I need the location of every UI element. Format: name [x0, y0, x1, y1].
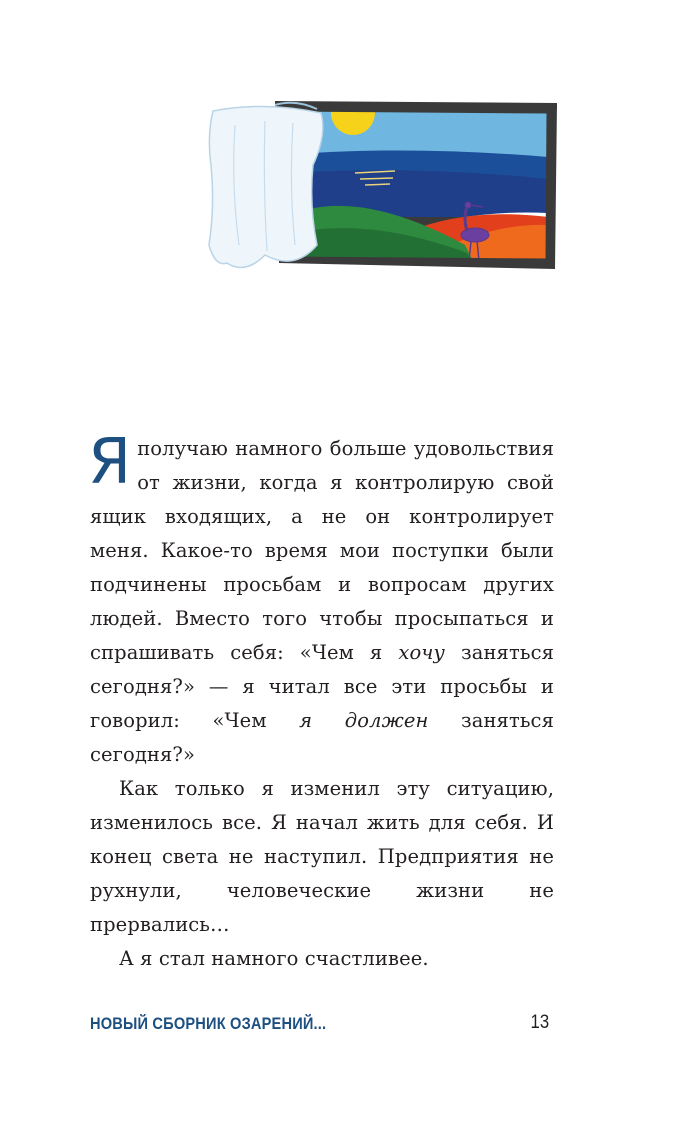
emphasis-must: я должен — [299, 709, 429, 732]
paragraph-1-part-c: заняться сегодня?» — [90, 709, 554, 766]
paragraph-1-part-a: получаю намного больше удовольствия от жизни, когда я контролирую свой ящик входящих, а не он контролирует меня. Какое-то время мои поступки были подчинены просьбам и вопросам других людей. Вместо того чтобы просыпаться и спрашивать себя: «Чем я — [90, 437, 554, 664]
running-footer-title: НОВЫЙ СБОРНИК ОЗАРЕНИЙ... — [90, 1014, 327, 1033]
paragraph-1 — [88, 425, 554, 772]
paragraph-3: А я стал намного счастливее. — [119, 947, 429, 970]
paragraph-2: Как только я изменил эту ситуацию, изменилось все. Я начал жить для себя. И конец света не наступил. Предприятия не рухнули, человеческие жизни не прервались… — [90, 777, 554, 936]
curtain-icon — [209, 103, 323, 268]
paragraph-1-part-b: заняться сегодня?» — я читал все эти просьбы и говорил: «Чем — [90, 641, 554, 732]
drop-cap: Я — [88, 425, 132, 498]
main-text — [88, 425, 554, 976]
window-sea-illustration — [205, 95, 565, 295]
emphasis-want: хочу — [398, 641, 445, 664]
page-number: 13 — [530, 1012, 549, 1033]
